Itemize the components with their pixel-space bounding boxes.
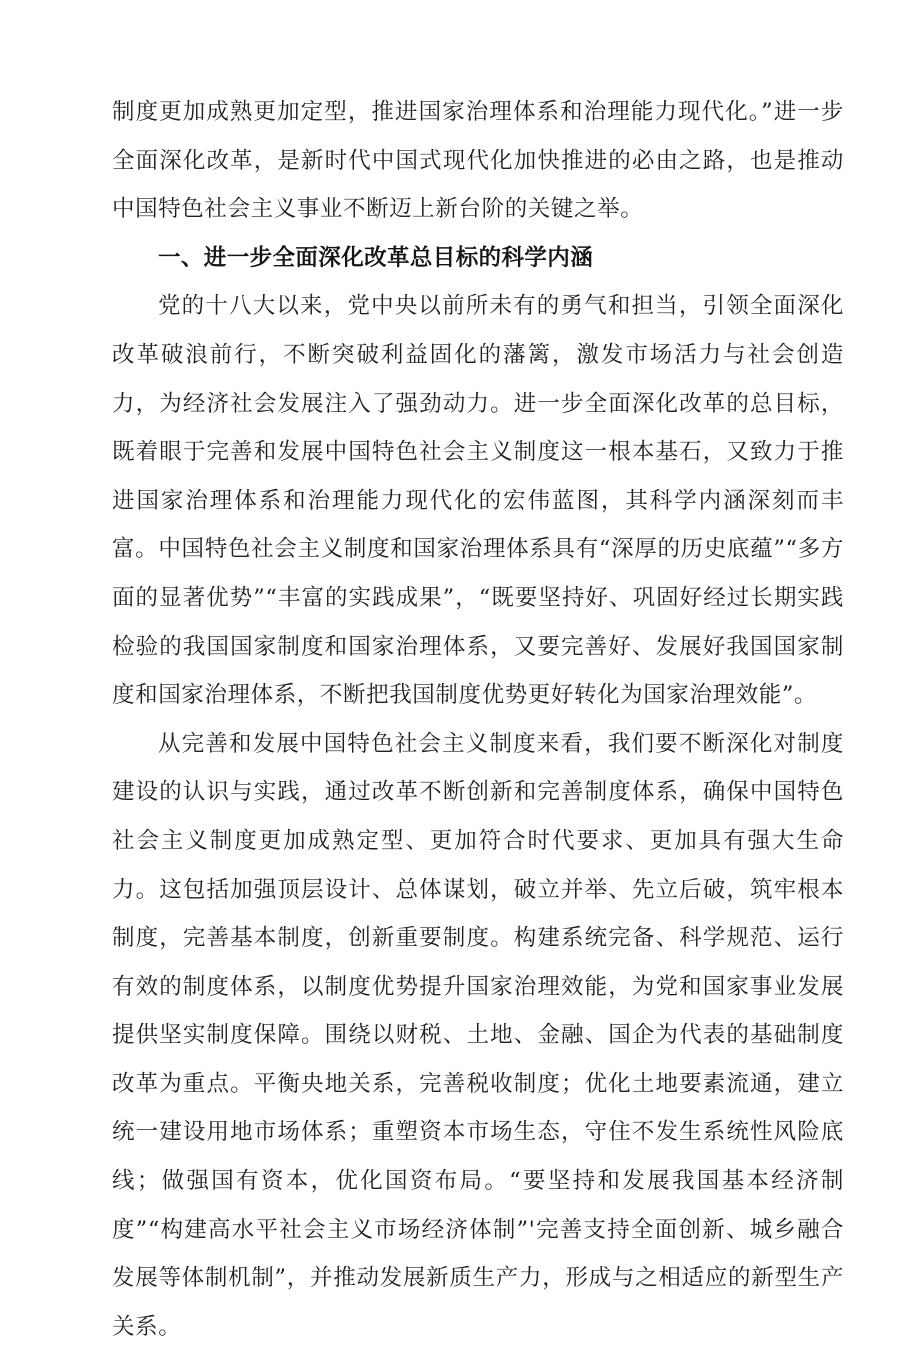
paragraph-continued: 制度更加成熟更加定型，推进国家治理体系和治理能力现代化。”进一步全面深化改革，是新时代中国式现代化加快推进的必由之路，也是推动中国特色社会主义事业不断迈上新台阶的关键之举。 bbox=[112, 99, 844, 223]
paragraph-system-perspective: 从完善和发展中国特色社会主义制度来看，我们要不断深化对制度建设的认识与实践，通过改革不断创新和完善制度体系，确保中国特色社会主义制度更加成熟定型、更加符合时代要求、更加具有强大生命力。这包括加强顶层设计、总体谋划，破立并举、先立后破，筑牢根本制度，完善基本制度，创新重要制度。构建系统完备、科学规范、运行有效的制度体系，以制度优势提升国家治理效能，为党和国家事业发展提供坚实制度保障。围绕以财税、土地、金融、国企为代表的基础制度改革为重点。平衡央地关系，完善税收制度；优化土地要素流通，建立统一建设用地市场体系；重塑资本市场生态，守住不发生系统性风险底线；做强国有资本，优化国资布局。“要坚持和发展我国基本经济制度”“构建高水平社会主义市场经济体制”'完善支持全面创新、城乡融合发展等体制机制”，并推动发展新质生产力，形成与之相适应的新型生产关系。 bbox=[112, 730, 844, 1340]
document-body bbox=[112, 88, 844, 1351]
section-heading: 一、进一步全面深化改革总目标的科学内涵 bbox=[158, 244, 594, 271]
paragraph-main-goal: 党的十八大以来，党中央以前所未有的勇气和担当，引领全面深化改革破浪前行，不断突破利益固化的藩篱，激发市场活力与社会创造力，为经济社会发展注入了强劲动力。进一步全面深化改革的总目标，既着眼于完善和发展中国特色社会主义制度这一根本基石，又致力于推进国家治理体系和治理能力现代化的宏伟蓝图，其科学内涵深刻而丰富。中国特色社会主义制度和国家治理体系具有“深厚的历史底蕴”“多方面的显著优势”“丰富的实践成果”，“既要坚持好、巩固好经过长期实践检验的我国国家制度和国家治理体系，又要完善好、发展好我国国家制度和国家治理体系，不断把我国制度优势更好转化为国家治理效能”。 bbox=[112, 293, 844, 709]
